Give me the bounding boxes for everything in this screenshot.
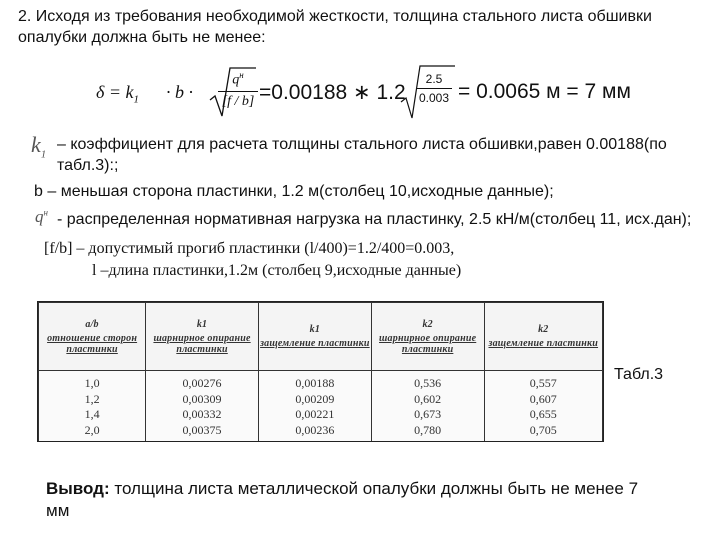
table-cell: 1,0: [39, 371, 146, 392]
conclusion-line-1: [46, 478, 638, 500]
header-ratio: a/b отношение сторон пластинки: [39, 303, 146, 371]
table-cell: 0,602: [371, 391, 484, 407]
table-cell: 0,00221: [258, 407, 371, 423]
header-k2-fixed: k2 защемление пластинки: [484, 303, 602, 371]
q-definition: - распределенная нормативная нагрузка на пластинку, 2.5 кН/м(столбец 11, исх.дан);: [57, 211, 692, 228]
thickness-formula: [96, 64, 656, 120]
table-row: [39, 371, 603, 392]
table-cell: 1,4: [39, 407, 146, 423]
formula-result: = 0.0065 м = 7 мм: [458, 80, 631, 103]
header-k2-hinged: k2 шарнирное опирание пластинки: [371, 303, 484, 371]
coefficients-table: [37, 301, 604, 442]
table-cell: 0,00276: [146, 371, 259, 392]
table-cell: 0,00188: [258, 371, 371, 392]
fb-definition: [f/b] – допустимый прогиб пластинки (l/400)=1.2/400=0.003,: [44, 240, 455, 257]
table-row: [39, 407, 603, 423]
table-cell: 0,705: [484, 422, 602, 441]
formula-fraction-q-over-fb: $q^н$ [f / b]: [218, 70, 258, 110]
table-cell: 0,00236: [258, 422, 371, 441]
conclusion-text: толщина листа металлической опалубки должны быть не менее 7: [109, 479, 639, 498]
table-cell: 0,00309: [146, 391, 259, 407]
conclusion-label: Вывод:: [46, 479, 110, 498]
formula-dots: · b ·: [166, 82, 193, 102]
table-cell: 0,655: [484, 407, 602, 423]
q-symbol: $q^н$: [35, 207, 48, 226]
table-cell: 0,536: [371, 371, 484, 392]
conclusion-line-2: мм: [46, 501, 70, 520]
header-k1-fixed: k1 защемление пластинки: [258, 303, 371, 371]
table-cell: 0,607: [484, 391, 602, 407]
table-cell: 0,00332: [146, 407, 259, 423]
header-k1-hinged: k1 шарнирное опирание пластинки: [146, 303, 259, 371]
table-3: [38, 302, 603, 441]
intro-line-1: 2. Исходя из требования необходимой жесткости, толщина стального листа обшивки: [18, 8, 652, 25]
table-cell: 2,0: [39, 422, 146, 441]
k1-definition-line-2: табл.3):;: [57, 157, 119, 174]
table-cell: 1,2: [39, 391, 146, 407]
table-cell: 0,00375: [146, 422, 259, 441]
table-cell: 0,00209: [258, 391, 371, 407]
b-definition: b – меньшая сторона пластинки, 1.2 м(столбец 10,исходные данные);: [34, 183, 554, 200]
table-cell: 0,780: [371, 422, 484, 441]
table-header-row: [39, 303, 603, 371]
formula-fraction-values: 2.5 0.003: [416, 72, 452, 105]
k1-definition-line-1: – коэффициент для расчета толщины стального листа обшивки,равен 0.0018​8(по: [57, 136, 667, 153]
formula-substitution: =0.00188 ∗ 1.2: [259, 81, 406, 104]
formula-lhs: $\delta = k_1$: [96, 82, 140, 106]
table-cell: 0,557: [484, 371, 602, 392]
l-definition: l –длина пластинки,1.2м (столбец 9,исходные данные): [92, 262, 462, 279]
table-cell: 0,673: [371, 407, 484, 423]
intro-line-2: опалубки должна быть не менее:: [18, 29, 266, 46]
table-row: [39, 391, 603, 407]
k1-symbol: $k_1$: [31, 132, 47, 161]
table-caption: Табл.3: [614, 366, 664, 383]
table-row: [39, 422, 603, 441]
